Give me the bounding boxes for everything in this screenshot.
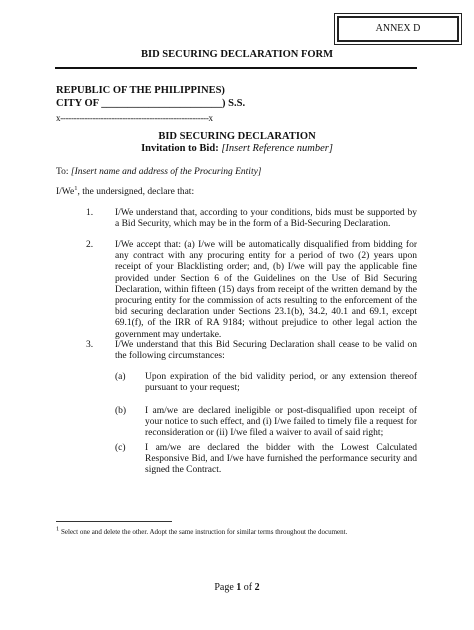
jurisdiction-block	[56, 84, 245, 110]
item-text: I/We understand that this Bid Securing Declaration shall cease to be valid on the following circumstances:	[115, 340, 417, 362]
to-line	[56, 167, 262, 178]
item-number: 2.	[86, 240, 94, 250]
annex-label: ANNEX D	[337, 16, 459, 42]
separator-line: x-------------------------------------------------------x	[56, 113, 213, 123]
iwe-text: I/We	[56, 187, 75, 197]
subitem-label: (b)	[115, 406, 127, 416]
subitem-text: I am/we are declared the bidder with the Lowest Calculated Responsive Bid, and I/we have furnished the performance security and signed the Contract.	[145, 443, 417, 476]
footnote-text: Select one and delete the other. Adopt the same instruction for similar terms throughout the document.	[61, 528, 348, 536]
item-text: I/We accept that: (a) I/we will be automatically disqualified from bidding for any contract with any procuring entity for a period of two (2) years upon receipt of your Blacklisting order; and, (b) I/we will pay the applicable fine provided under Section 6 of the Guidelines on the Use of Bid Securing Declaration, within fifteen (15) days from receipt of the written demand by the procuring entity for the commission of acts resulting to the enforcement of the bid securing declaration under Sections 23.1(b), 34.2, 40.1 and 69.1, except 69.1(f), of the IRR of RA 9184; without prejudice to other legal action the government may undertake.	[115, 240, 417, 340]
page-total: 2	[254, 582, 260, 593]
declaration-heading: BID SECURING DECLARATION	[158, 131, 316, 142]
republic-line: REPUBLIC OF THE PHILIPPINES)	[56, 85, 225, 96]
item-number: 1.	[86, 208, 94, 218]
footnote-ref: 1	[74, 184, 78, 192]
item-text: I/We understand that, according to your conditions, bids must be supported by a Bid Security, which may be in the form of a Bid-Securing Declaration.	[115, 208, 417, 230]
page-prefix: Page	[214, 582, 234, 593]
subitem-text: Upon expiration of the bid validity period, or any extension thereof pursuant to your request;	[145, 372, 417, 394]
declaration-heading-block	[0, 131, 474, 155]
invitation-line	[0, 143, 474, 155]
iwe-rest: , the undersigned, declare that:	[77, 187, 195, 197]
invitation-label: Invitation to Bid:	[141, 143, 219, 154]
subitem-label: (c)	[115, 443, 126, 453]
page-current: 1	[236, 582, 242, 593]
invitation-ref: [Insert Reference number]	[221, 143, 333, 154]
item-number: 3.	[86, 340, 94, 350]
page-of: of	[243, 582, 253, 593]
city-line: CITY OF _______________________) S.S.	[56, 98, 246, 109]
subitem-text: I am/we are declared ineligible or post-disqualified upon receipt of your notice to such effect, and (i) I/we failed to timely file a request for reconsideration or (ii) I/we filed a waiver to avail of said right;	[145, 406, 417, 439]
footnote-rule	[56, 521, 172, 522]
form-title: BID SECURING DECLARATION FORM	[140, 49, 334, 60]
title-rule	[55, 67, 417, 69]
footnote-mark: 1	[56, 525, 60, 533]
to-label: To:	[56, 167, 69, 177]
iwe-line	[56, 184, 195, 198]
to-placeholder: [Insert name and address of the Procuring Entity]	[70, 167, 262, 177]
footnote	[56, 525, 348, 536]
page-number	[0, 582, 474, 593]
subitem-label: (a)	[115, 372, 126, 382]
